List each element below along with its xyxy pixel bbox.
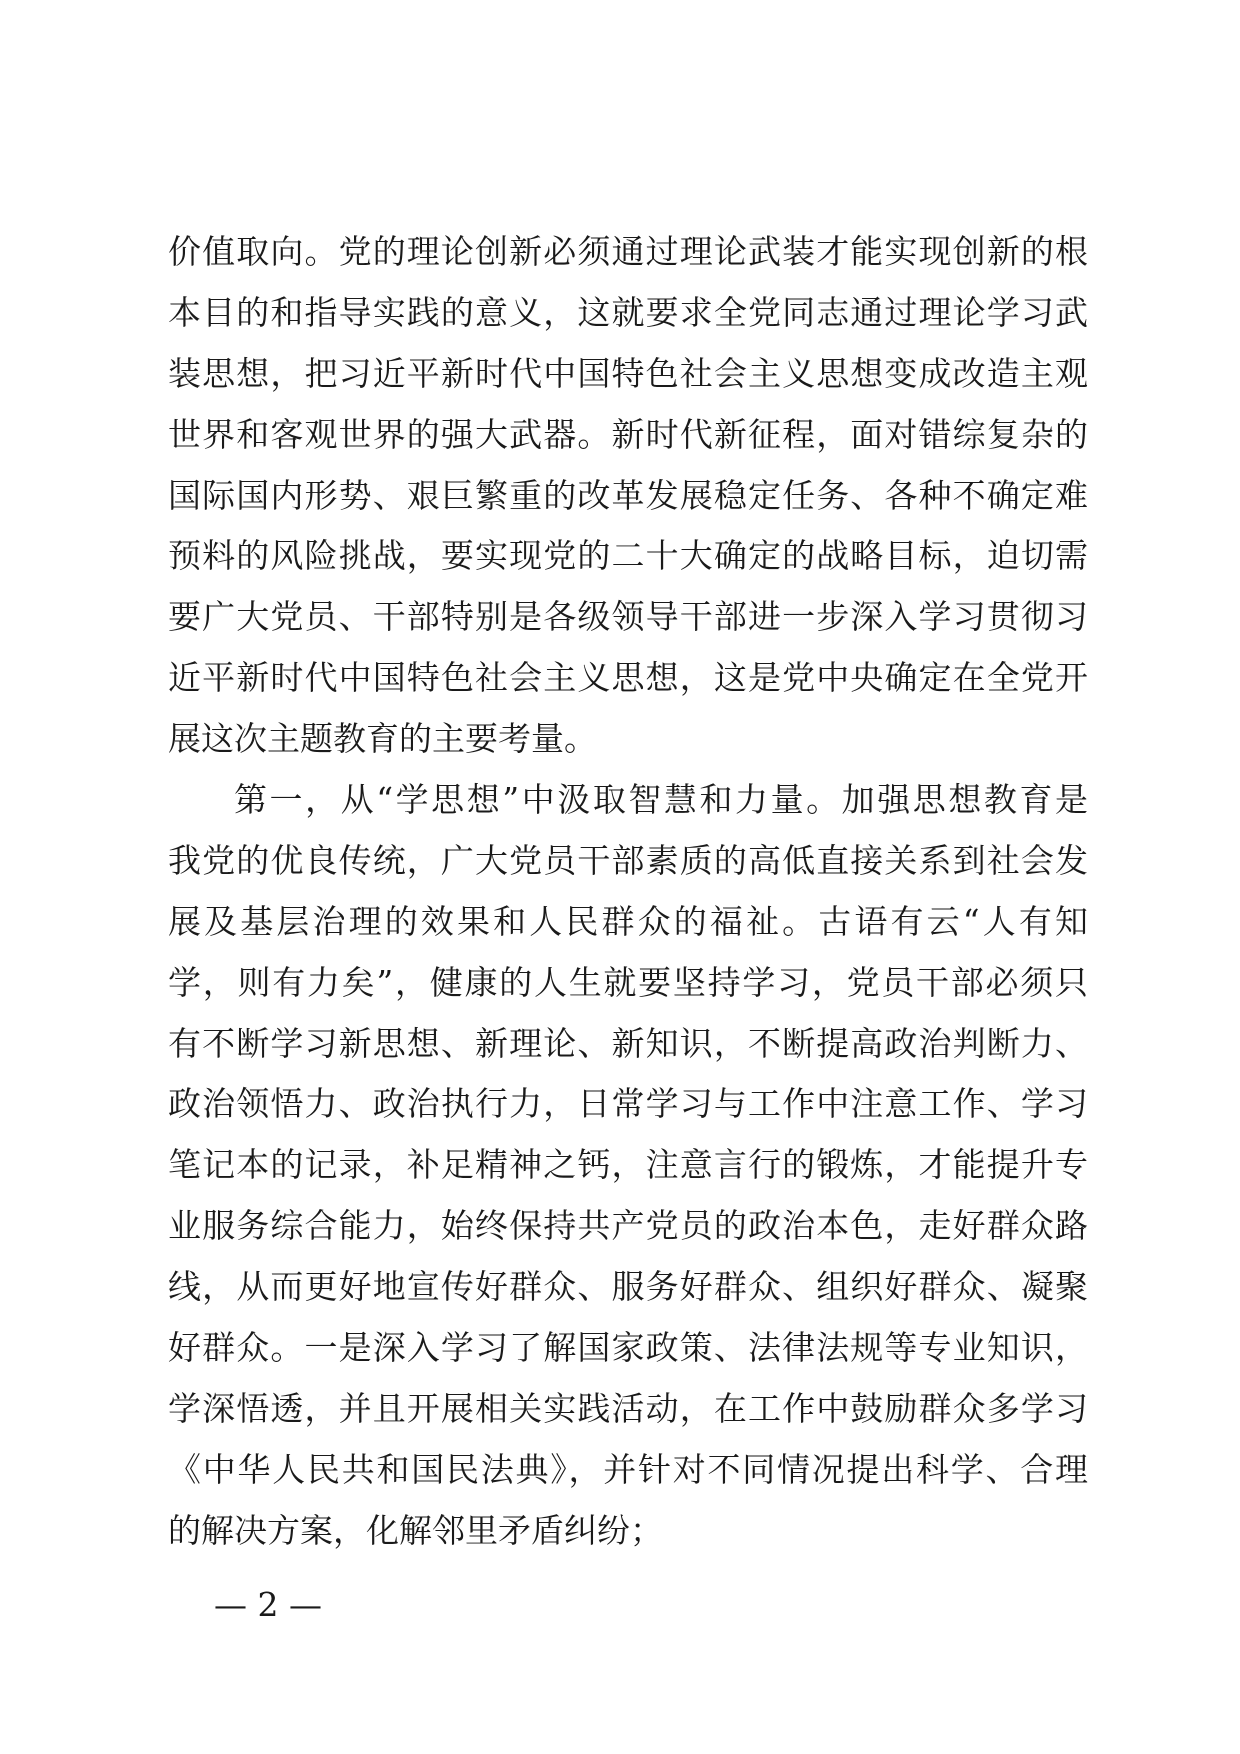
paragraph-1-line: 展这次主题教育的主要考量。 (168, 719, 597, 759)
paragraph-2-line: 学，则有力矣”，健康的人生就要坚持学习，党员干部必须只 (168, 962, 1088, 1002)
paragraph-1-line: 世界和客观世界的强大武器。新时代新征程，面对错综复杂的 (168, 414, 1088, 454)
paragraph-2-line: 笔记本的记录，补足精神之钙，注意言行的锻炼，才能提升专 (168, 1145, 1088, 1185)
paragraph-2-line: 的解决方案，化解邻里矛盾纠纷； (168, 1510, 663, 1550)
paragraph-2-line: 展及基层治理的效果和人民群众的福祉。古语有云“人有知 (168, 901, 1088, 941)
paragraph-2-line: 线，从而更好地宣传好群众、服务好群众、组织好群众、凝聚 (168, 1267, 1088, 1307)
paragraph-2-line: 有不断学习新思想、新理论、新知识，不断提高政治判断力、 (168, 1023, 1088, 1063)
paragraph-2-line: 好群众。一是深入学习了解国家政策、法律法规等专业知识， (168, 1328, 1088, 1368)
paragraph-2-line: 政治领悟力、政治执行力，日常学习与工作中注意工作、学习 (168, 1084, 1088, 1124)
body-text (168, 222, 1088, 1562)
paragraph-2-line: 第一，从“学思想”中汲取智慧和力量。加强思想教育是 (234, 780, 1088, 820)
paragraph-2-line: 业服务综合能力，始终保持共产党员的政治本色，走好群众路 (168, 1206, 1088, 1246)
paragraph-2-line: 我党的优良传统，广大党员干部素质的高低直接关系到社会发 (168, 840, 1088, 880)
paragraph-1-line: 装思想，把习近平新时代中国特色社会主义思想变成改造主观 (168, 353, 1088, 393)
paragraph-1-line: 价值取向。党的理论创新必须通过理论武装才能实现创新的根 (168, 232, 1088, 271)
paragraph-2-line: 学深悟透，并且开展相关实践活动，在工作中鼓励群众多学习 (168, 1388, 1088, 1428)
page-number: — 2 — (214, 1585, 322, 1624)
paragraph-1-line: 本目的和指导实践的意义，这就要求全党同志通过理论学习武 (168, 292, 1088, 332)
paragraph-1-line: 近平新时代中国特色社会主义思想，这是党中央确定在全党开 (168, 658, 1088, 698)
paragraph-1-line: 国际国内形势、艰巨繁重的改革发展稳定任务、各种不确定难 (168, 475, 1088, 515)
paragraph-2-line: 《中华人民共和国民法典》，并针对不同情况提出科学、合理 (168, 1449, 1088, 1489)
paragraph-1-line: 要广大党员、干部特别是各级领导干部进一步深入学习贯彻习 (168, 597, 1088, 637)
paragraph-1-line: 预料的风险挑战，要实现党的二十大确定的战略目标，迫切需 (168, 536, 1088, 576)
